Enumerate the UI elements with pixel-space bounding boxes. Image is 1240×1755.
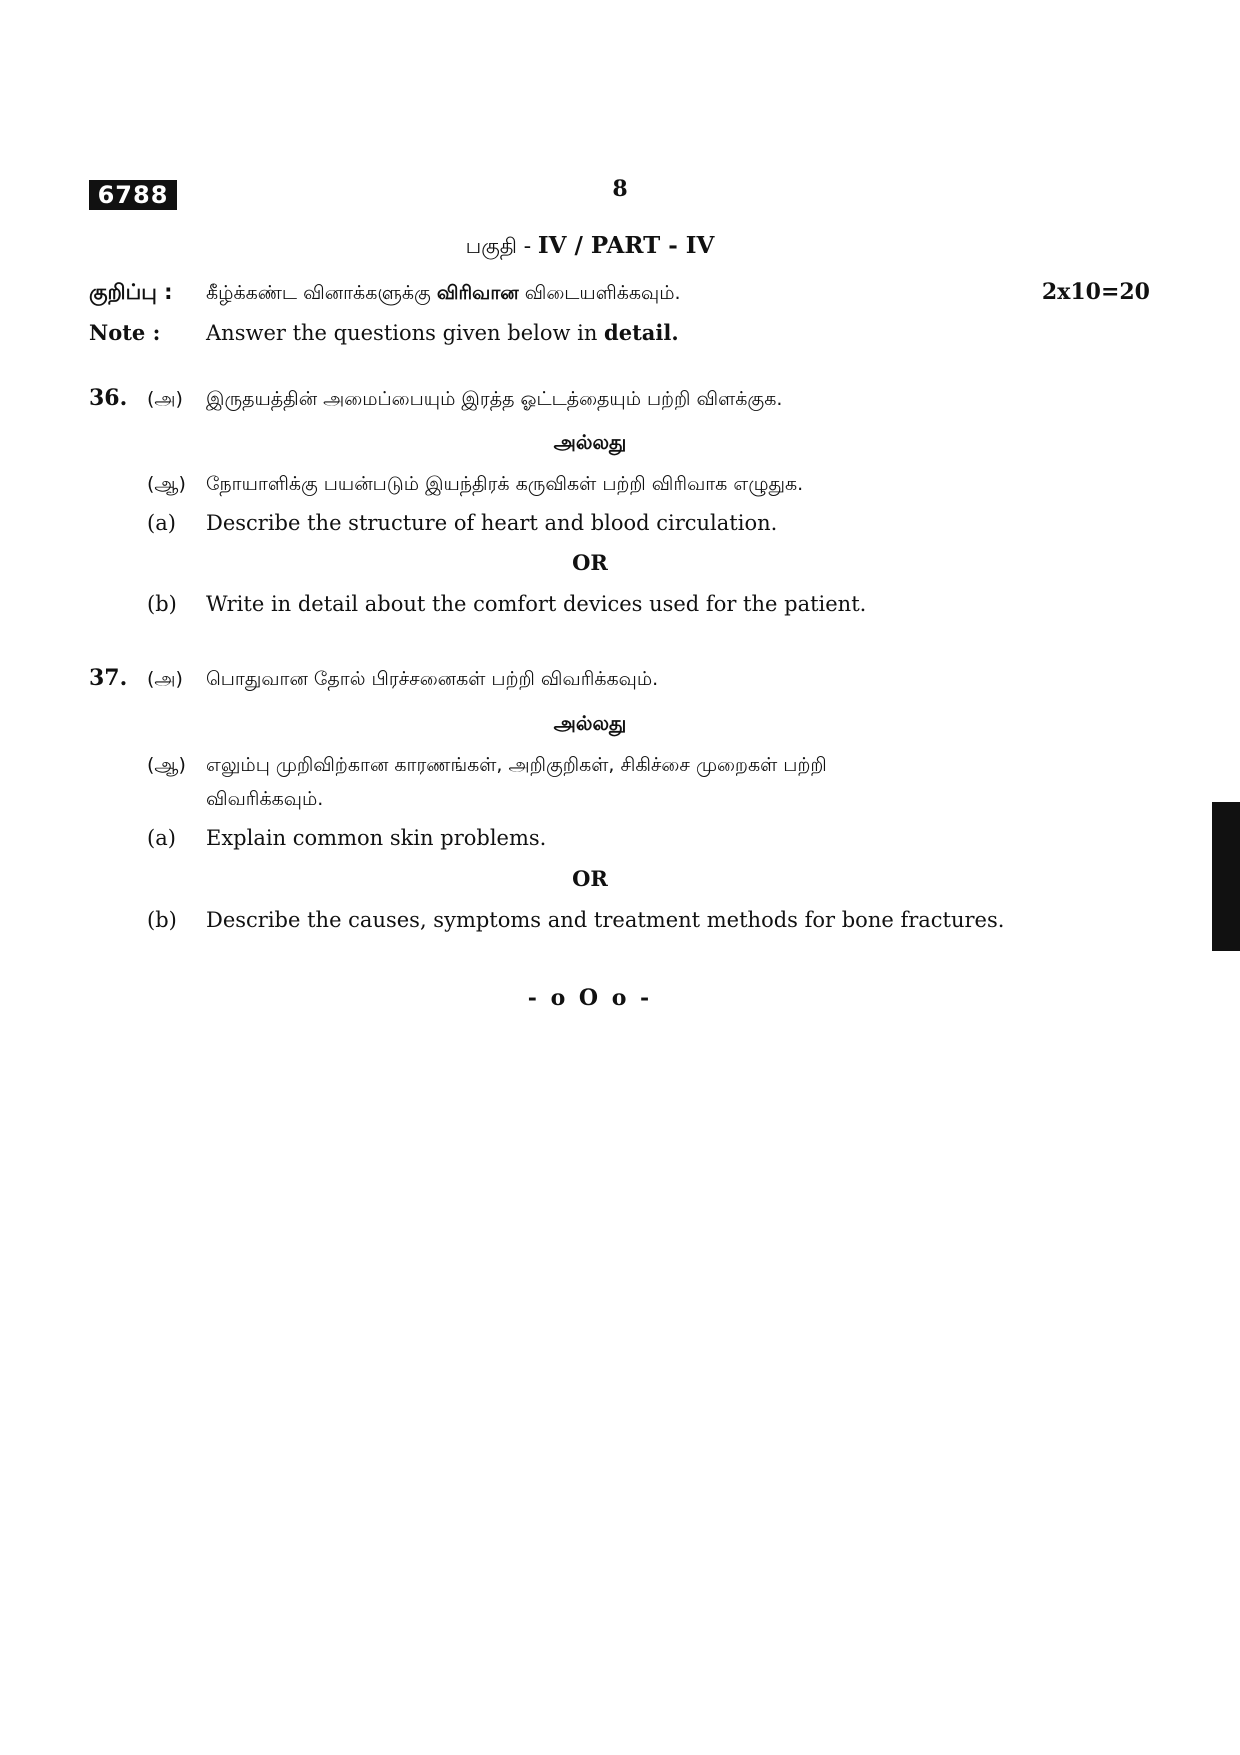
question-36-option-b-english-label: (b) (147, 592, 177, 616)
part-title-tamil: பகுதி - (465, 234, 538, 258)
note-label-english: Note : (89, 320, 161, 345)
edge-marker-bar (1212, 802, 1240, 951)
question-paper-code: 6788 (89, 180, 177, 210)
question-36-option-a-english: Describe the structure of heart and blood circulation. (206, 511, 778, 535)
question-37-option-b-tamil-label: (ஆ) (147, 754, 186, 776)
question-37-option-a-english: Explain common skin problems. (206, 826, 547, 850)
part-title (0, 232, 1180, 261)
question-36-option-b-english: Write in detail about the comfort devices used for the patient. (206, 592, 867, 616)
marks-allocation: 2x10=20 (1041, 279, 1150, 305)
question-37-option-b-tamil-line1: எலும்பு முறிவிற்கான காரணங்கள், அறிகுறிகள், சிகிச்சை முறைகள் பற்றி (206, 754, 827, 776)
question-36-option-b-tamil-label: (ஆ) (147, 473, 186, 495)
note-text-english-part1: Answer the questions given below in (206, 321, 605, 345)
note-text-tamil (206, 278, 681, 308)
question-37-option-b-english-label: (b) (147, 908, 177, 932)
end-of-paper-mark: - o O o - (527, 985, 653, 1011)
note-text-english-bold: detail. (604, 320, 679, 345)
question-37-option-b-tamil-line2: விவரிக்கவும். (206, 788, 324, 810)
question-37-or-tamil: அல்லது (553, 711, 627, 735)
question-36-option-a-tamil: இருதயத்தின் அமைப்பையும் இரத்த ஓட்டத்தையும் பற்றி விளக்குக. (206, 388, 783, 410)
question-36-option-a-tamil-label: (அ) (147, 388, 183, 410)
question-36-option-b-tamil: நோயாளிக்கு பயன்படும் இயந்திரக் கருவிகள் பற்றி விரிவாக எழுதுக. (206, 473, 804, 495)
note-text-tamil-part2: விடையளிக்கவும். (518, 282, 681, 304)
question-36-or-tamil: அல்லது (553, 430, 627, 454)
note-text-english (206, 318, 679, 348)
question-36-option-a-english-label: (a) (147, 511, 176, 535)
question-36-or-english: OR (572, 550, 608, 575)
note-label-tamil: குறிப்பு : (89, 280, 173, 304)
question-37-or-english: OR (572, 866, 608, 891)
question-37-option-b-english: Describe the causes, symptoms and treatment methods for bone fractures. (206, 908, 1005, 932)
question-37-number: 37. (89, 665, 128, 691)
question-37-option-a-english-label: (a) (147, 826, 176, 850)
note-text-tamil-part1: கீழ்க்கண்ட வினாக்களுக்கு (206, 282, 437, 304)
question-37-option-a-tamil-label: (அ) (147, 668, 183, 690)
note-text-tamil-bold: விரிவான (436, 282, 519, 304)
page-number: 8 (612, 176, 628, 202)
question-37-option-a-tamil: பொதுவான தோல் பிரச்சனைகள் பற்றி விவரிக்கவும். (206, 668, 659, 690)
question-36-number: 36. (89, 385, 128, 411)
part-title-english: IV / PART - IV (537, 232, 715, 259)
